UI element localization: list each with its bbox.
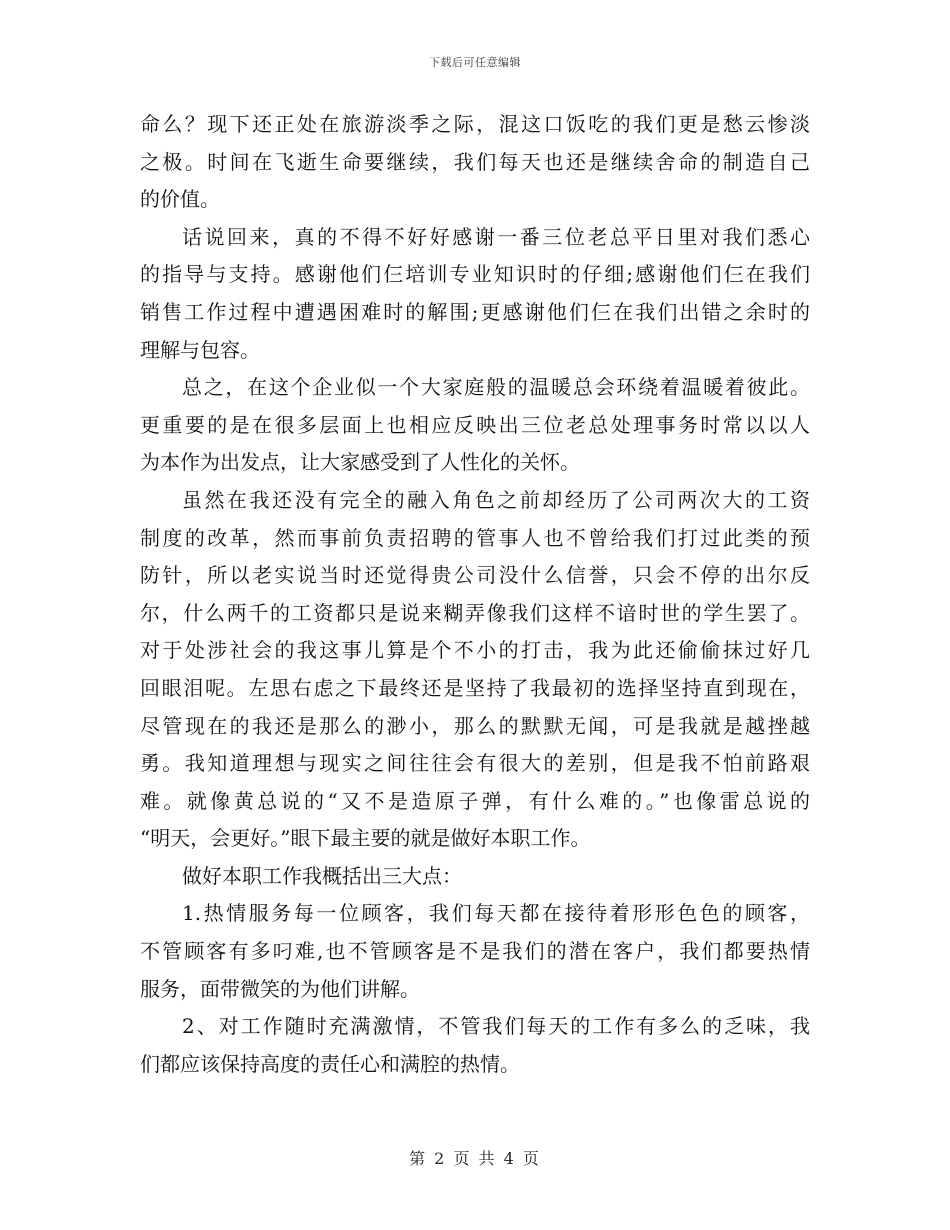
paragraph — [140, 369, 810, 482]
page-header: 下载后可任意编辑 — [429, 56, 521, 69]
text-line: 对于处涉社会的我这事儿算是个不小的打击，我为此还偷偷抹过好几 — [140, 638, 810, 663]
text-line: 尔，什么两千的工资都只是说来糊弄像我们这样不谙时世的学生罢了。 — [140, 600, 810, 625]
document-body — [140, 106, 810, 1083]
text-line: 回眼泪呢。左思右虑之下最终还是坚持了我最初的选择坚持直到现在， — [140, 675, 810, 700]
text-line: “明天，会更好。”眼下最主要的就是做好本职工作。 — [140, 826, 591, 851]
text-line: 理解与包容。 — [140, 337, 260, 362]
text-line: 服务，面带微笑的为他们讲解。 — [140, 976, 420, 1001]
text-line: 命么？现下还正处在旅游淡季之际，混这口饭吃的我们更是愁云惨淡 — [140, 112, 810, 136]
text-line: 话说回来，真的不得不好好感谢一番三位老总平日里对我们悉心 — [182, 224, 810, 249]
paragraph — [140, 482, 810, 858]
text-line: 的指导与支持。感谢他们仨培训专业知识时的仔细;感谢他们仨在我们 — [140, 262, 810, 287]
text-line: 2、对工作随时充满激情，不管我们每天的工作有多么的乏味，我 — [182, 1014, 810, 1039]
paragraph — [140, 858, 810, 896]
text-line: 之极。时间在飞逝生命要继续，我们每天也还是继续舍命的制造自己 — [140, 149, 810, 174]
text-line: 做好本职工作我概括出三大点： — [182, 863, 462, 888]
text-line: 总之，在这个企业似一个大家庭般的温暖总会环绕着温暖着彼此。 — [182, 375, 810, 400]
text-line: 难。就像黄总说的“又不是造原子弹，有什么难的。”也像雷总说的 — [140, 788, 810, 813]
text-line: 们都应该保持高度的责任心和满腔的热情。 — [140, 1051, 520, 1076]
text-line: 的价值。 — [140, 187, 220, 212]
text-line: 防针，所以老实说当时还觉得贵公司没什么信誉，只会不停的出尔反 — [140, 563, 810, 588]
text-line: 1.热情服务每一位顾客，我们每天都在接待着形形色色的顾客， — [182, 901, 810, 926]
paragraph — [140, 895, 810, 1008]
text-line: 尽管现在的我还是那么的渺小，那么的默默无闻，可是我就是越挫越 — [140, 713, 810, 738]
text-line: 不管顾客有多叼难,也不管顾客是不是我们的潜在客户，我们都要热情 — [140, 939, 810, 964]
paragraph — [140, 219, 810, 369]
paragraph — [140, 1008, 810, 1083]
text-line: 为本作为出发点，让大家感受到了人性化的关怀。 — [140, 450, 580, 475]
page-footer: 第 2 页 共 4 页 — [409, 1149, 541, 1168]
text-line: 虽然在我还没有完全的融入角色之前却经历了公司两次大的工资 — [182, 487, 810, 512]
text-line: 更重要的是在很多层面上也相应反映出三位老总处理事务时常以以人 — [140, 412, 810, 437]
text-line: 勇。我知道理想与现实之间往往会有很大的差别，但是我不怕前路艰 — [140, 751, 810, 776]
text-line: 制度的改革，然而事前负责招聘的管事人也不曾给我们打过此类的预 — [140, 525, 810, 550]
paragraph — [140, 106, 810, 219]
text-line: 销售工作过程中遭遇困难时的解围;更感谢他们仨在我们出错之余时的 — [140, 299, 810, 324]
